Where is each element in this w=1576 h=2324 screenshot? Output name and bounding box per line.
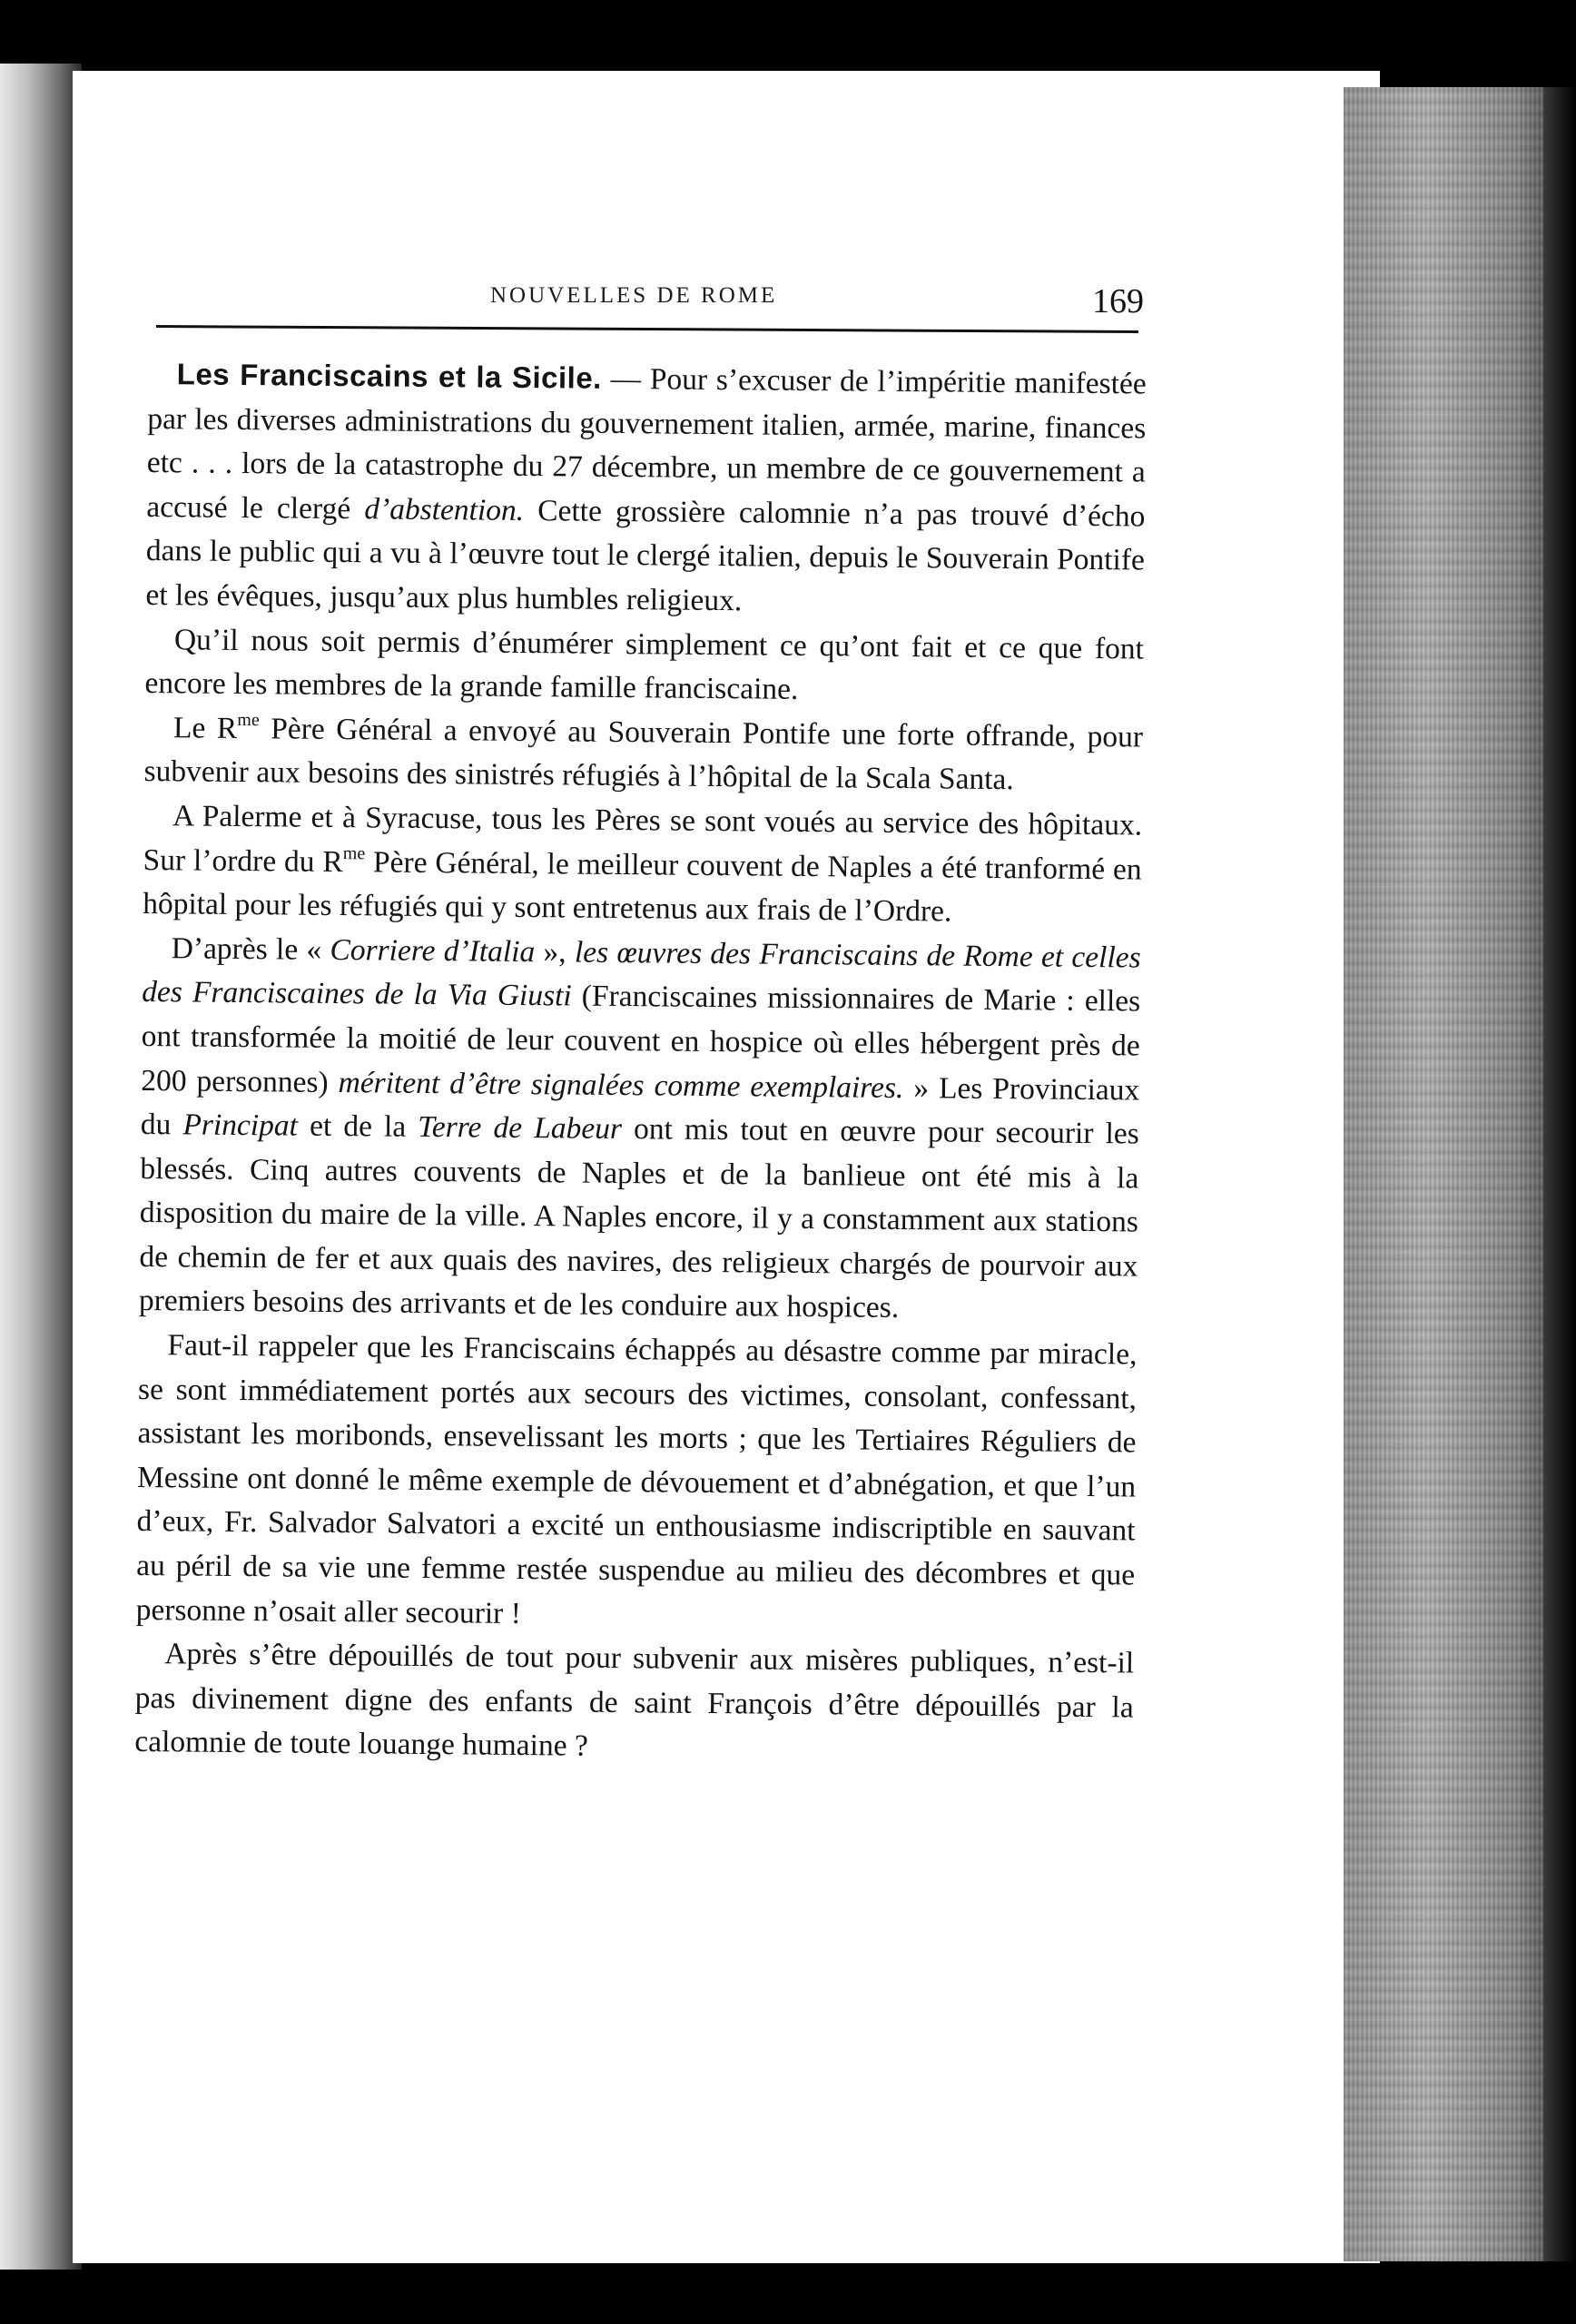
paragraph-3-text-b: Père Général a envoyé au Souverain Pontife une forte offrande, pour subvenir aux besoins des sinistrés réfugiés à l’hôpital de la Scala Santa. [143, 711, 1144, 797]
paragraph-1 [145, 352, 1147, 627]
paragraph-5-terre-de-labeur: Terre de Labeur [418, 1109, 623, 1147]
paragraph-5-principat: Principat [182, 1108, 299, 1143]
article-body [134, 352, 1147, 1774]
paragraph-4-text-a: A Palerme et à Syracuse, tous les Pères se sont voués au service des hôpitaux. Sur l’ordre du R [143, 799, 1143, 879]
paragraph-1-italic: d’abstention. [364, 492, 525, 527]
paragraph-1-text-c: Cette grossière calomnie n’a pas trouvé d’écho dans le public qui a vu à l’œuvre tout le clergé italien, depuis le Souverain Pontife et les évêques, jusqu’aux plus humbles religieux. [145, 493, 1146, 618]
paragraph-2: Qu’il nous soit permis d’énumérer simplement ce qu’ont fait et ce que font encore les membres de la grande famille franciscaine. [144, 622, 1145, 707]
paragraph-5-text-k: ont mis tout en œuvre pour secourir les blessés. Cinq autres couvents de Naples et de la banlieue ont été mis à la disposition du maire de la ville. A Naples encore, il y a constamment aux stations de chemin de fer et aux quais des navires, des religieux chargés de pourvoir aux premiers besoins des arrivants et de les conduire aux hospices. [138, 1112, 1139, 1325]
paragraph-5-italic-quote-end: méritent d’être signalées comme exemplaires. [338, 1065, 904, 1105]
section-title: Les Franciscains et la Sicile. [176, 357, 603, 395]
paragraph-5-text-g: » Les Provinciaux du [140, 1070, 1140, 1142]
page-number: 169 [1092, 282, 1144, 320]
page-header [159, 272, 1144, 327]
paragraph-5-newspaper-title: Corriere d’Italia [330, 932, 536, 969]
paragraph-5 [139, 927, 1141, 1334]
paragraph-5-italic-quote: les œuvres des Franciscains de Rome et celles des Franciscaines de la Via Giusti [142, 935, 1141, 1013]
paragraph-6: Faut-il rappeler que les Franciscains échappés au désastre comme par miracle, se sont immédiatement portés aux secours des victimes, consolant, confessant, assistant les moribonds, ensevelissant les morts ; que les Tertiaires Réguliers de Messine ont donné le même exemple de dévouement et d’abnégation, et que l’un d’eux, Fr. Salvador Salvatori a excité un enthousiasme indiscriptible en sauvant au péril de sa vie une femme restée suspendue au milieu des décombres et que personne n’osait aller secourir ! [135, 1328, 1138, 1630]
paragraph-4-text-b: Père Général, le meilleur couvent de Naples a été tranformé en hôpital pour les réfugiés qui y sont entretenus aux frais de l’Ordre. [142, 844, 1142, 929]
page-fore-edge [1344, 87, 1548, 2261]
paragraph-5-text-a: D’après le « [171, 931, 330, 967]
running-title: NOUVELLES DE ROME [490, 283, 778, 308]
binding-edge [0, 64, 82, 2270]
paragraph-3-superscript: me [237, 709, 260, 730]
paragraph-5-text-e: (Franciscaines missionnaires de Marie : elles ont transformée la moitié de leur couvent en hospice où elles hébergent près de 200 personnes) [141, 979, 1141, 1099]
paragraph-5-text-i: et de la [297, 1108, 419, 1144]
paragraph-5-text-c: », [535, 934, 576, 970]
paragraph-4 [143, 794, 1142, 936]
page-fore-edge-shadow [1543, 87, 1576, 2261]
paragraph-7: Après s’être dépouillés de tout pour subvenir aux misères publiques, n’est-il pas divinement digne des enfants de saint François d’être dépouillés par la calomnie de toute louange humaine ? [134, 1637, 1135, 1764]
paragraph-3-text-a: Le R [172, 711, 238, 745]
paragraph-1-text-a: — Pour s’excuser de l’impéritie manifestée par les diverses administrations du gouvernement italien, armée, marine, finances etc . . . lors de la catastrophe du 27 décembre, un membre de ce gouvernement a accusé le clergé [146, 361, 1147, 527]
paragraph-4-superscript: me [342, 842, 366, 863]
paragraph-3 [143, 706, 1143, 804]
